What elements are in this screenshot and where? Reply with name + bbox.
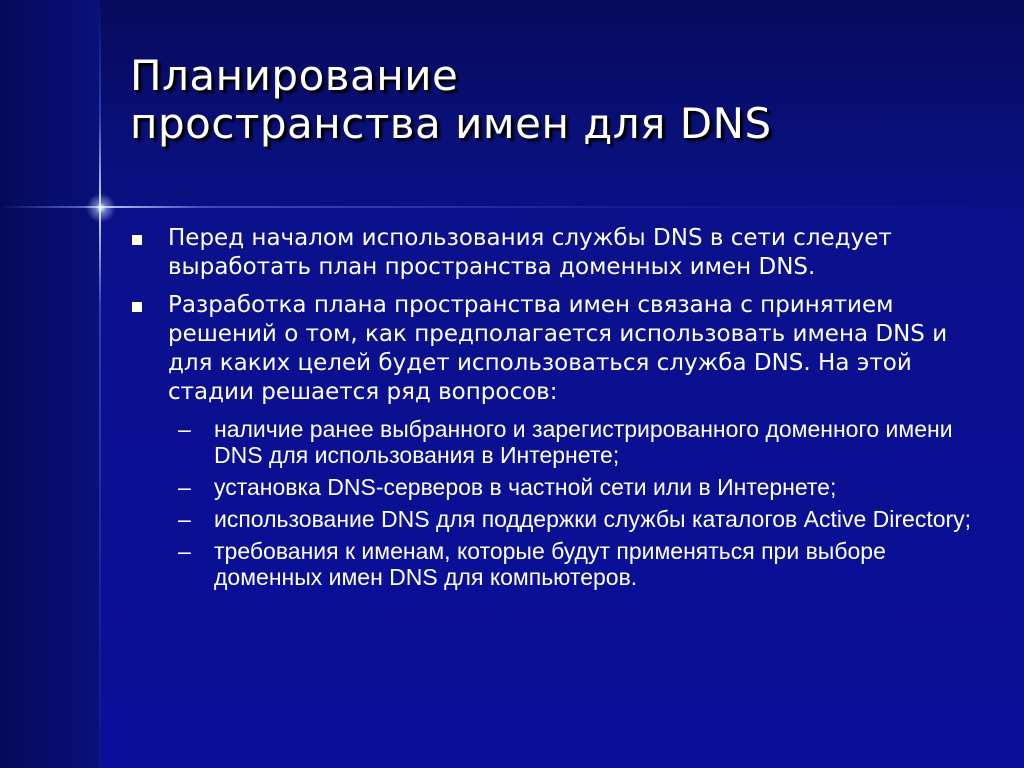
slide-title-line-1: Планирование [130,51,459,100]
horizontal-accent-line [0,206,1024,208]
bullet-item [130,291,980,407]
dash-marker: – [178,538,191,564]
dash-marker: – [178,474,191,500]
sub-bullet-item [130,474,980,500]
square-bullet-icon [132,302,142,312]
sub-bullet-item [130,538,980,590]
dash-marker: – [178,416,191,442]
slide-body [130,224,980,596]
vertical-accent-line [99,0,101,768]
slide-left-band [0,0,100,768]
sparkle-icon [86,193,116,223]
sub-bullet-item [130,416,980,468]
bullet-item [130,224,980,282]
sub-bullet-text: установка DNS-серверов в частной сети или в Интернете; [214,474,837,500]
sub-bullet-text: использование DNS для поддержки службы каталогов Active Directory; [214,506,972,532]
bullet-text: Разработка плана пространства имен связана с принятием решений о том, как предполагается использовать имена DNS и для каких целей будет использоваться служба DNS. На этой стадии решается ряд вопросов: [168,292,948,405]
sub-bullet-item [130,506,980,532]
dash-marker: – [178,506,191,532]
slide-title-line-2: пространства имен для DNS [130,99,772,148]
sub-bullet-text: требования к именам, которые будут применяться при выборе доменных имен DNS для компьютеров. [214,538,886,590]
square-bullet-icon [132,235,142,245]
sub-bullet-text: наличие ранее выбранного и зарегистрированного доменного имени DNS для использования в Интернете; [214,416,953,468]
slide-title [130,52,990,148]
bullet-text: Перед началом использования службы DNS в сети следует выработать план пространства доменных имен DNS. [168,225,892,280]
